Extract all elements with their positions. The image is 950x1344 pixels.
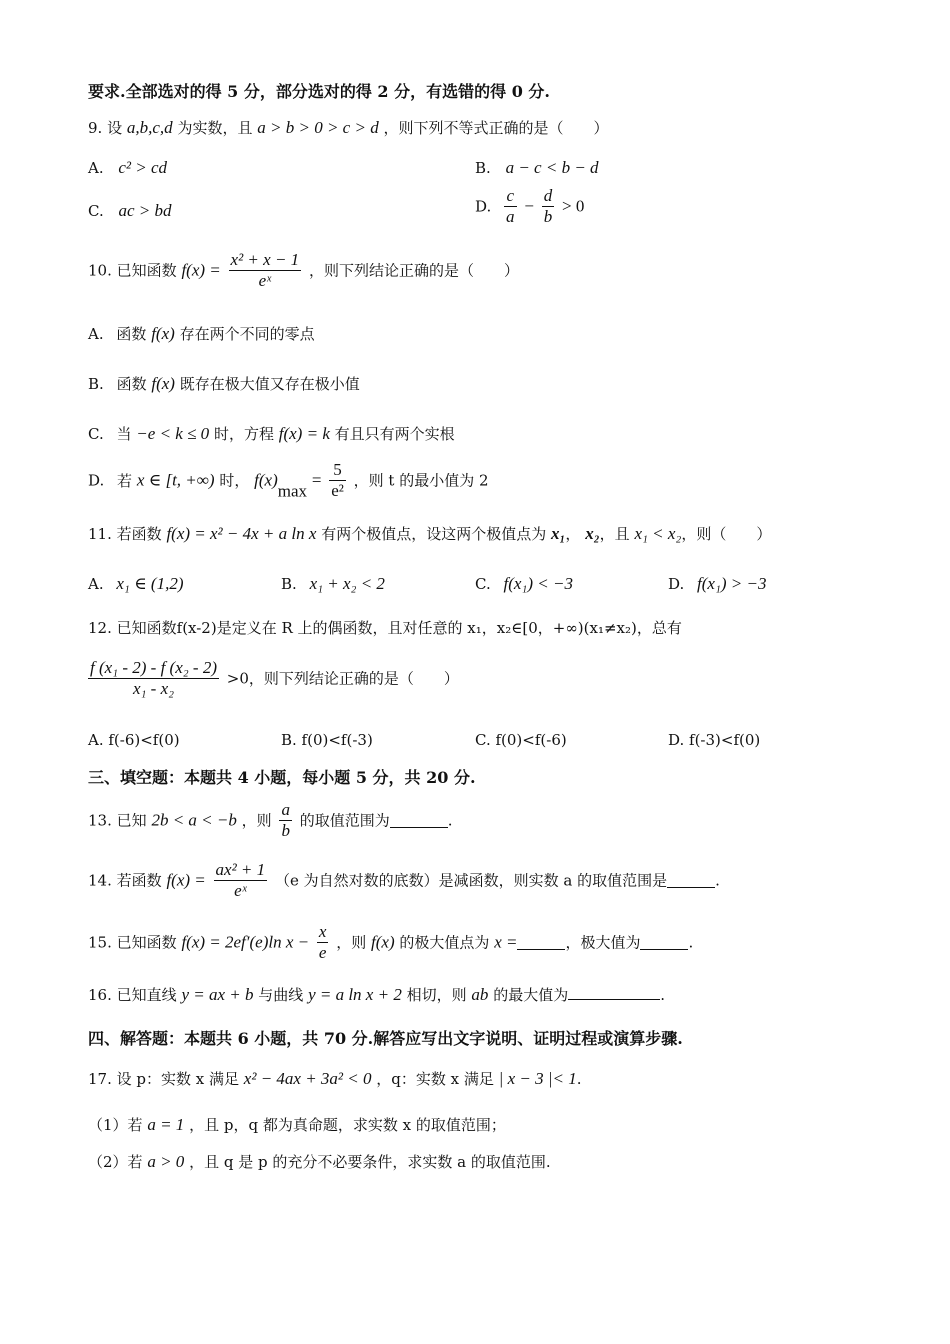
q9-text-b: 为实数，且: [177, 119, 253, 137]
q10-d-eq: =: [311, 470, 322, 490]
q11-function: f(x) = x² − 4x + a ln x: [166, 524, 317, 543]
q14-function: f(x) =: [166, 870, 206, 890]
q11-d-text: f(x₁) > −3: [697, 574, 767, 593]
question-17: [88, 1069, 582, 1089]
q15-mid: ，则: [336, 933, 367, 952]
q9-text-c: ，则下列不等式正确的是（ ）: [383, 119, 609, 137]
q9-a-label: A.: [88, 159, 104, 177]
q14-fraction: [214, 860, 268, 901]
q12-option-c: C. f(0)<f(-6): [475, 731, 567, 749]
q12-line2: [88, 658, 459, 699]
q9-a-text: c² > cd: [118, 158, 168, 177]
q9-d-fraction-1: [504, 186, 517, 227]
q10-frac-den: eˣ: [258, 271, 272, 290]
q13-number: 13.: [88, 811, 112, 830]
question-16: [88, 985, 665, 1005]
q11-number: 11.: [88, 525, 112, 543]
q16-curve: y = a ln x + 2: [308, 985, 402, 1004]
q9-d-tail: > 0: [561, 196, 585, 216]
q11-x2: x₂: [585, 524, 600, 543]
question-9: [88, 118, 609, 138]
q10-b-post: 既存在极大值又存在极小值: [179, 375, 360, 393]
q15-f2: f(x): [371, 932, 395, 952]
q9-d-den2: b: [543, 207, 553, 226]
section-3-heading: 三、填空题：本题共 4 小题，每小题 5 分，共 20 分.: [88, 768, 476, 787]
q10-d-domain: x ∈ [t, +∞): [136, 470, 215, 490]
q16-ab: ab: [471, 985, 489, 1004]
q10-number: 10.: [88, 261, 112, 280]
q9-b-text: a − c < b − d: [505, 158, 599, 177]
q14-end: .: [715, 871, 720, 890]
q10-d-den: e²: [331, 481, 344, 500]
q15-xeq: x =: [494, 932, 518, 952]
q10-b-label: B.: [88, 375, 104, 393]
q17-abs: | x − 3 |< 1: [498, 1069, 577, 1088]
q14-post: （e 为自然对数的底数）是减函数，则实数 a 的取值范围是: [274, 871, 668, 890]
q17-p2-post: ，且 q 是 p 的充分不必要条件，求实数 a 的取值范围.: [189, 1153, 551, 1171]
question-12: [88, 618, 682, 638]
q15-frac-den: e: [318, 943, 327, 962]
q11-cond: x₁ < x₂: [634, 524, 682, 543]
q9-condition: a > b > 0 > c > d: [257, 118, 379, 137]
q16-mid2: 相切，则: [406, 986, 467, 1004]
q17-p1-pre: （1）若: [88, 1116, 143, 1134]
q11-b-text: x₁ + x₂ < 2: [309, 574, 385, 593]
q12-line1: 已知函数f(x-2)是定义在 R 上的偶函数，且对任意的 x₁，x₂∈[0，+∞)(x₁≠x₂)，总有: [116, 619, 682, 637]
q10-c-cond: −e < k ≤ 0: [136, 424, 210, 443]
q10-c-eq: f(x) = k: [278, 424, 330, 443]
q11-option-c: [475, 574, 573, 594]
q11-d-label: D.: [668, 575, 685, 593]
q9-b-label: B.: [475, 159, 491, 177]
q15-pre: 已知函数: [116, 933, 177, 952]
q13-post: 的取值范围为: [299, 811, 390, 830]
q14-frac-num: ax² + 1: [215, 860, 266, 879]
q9-d-minus: −: [524, 196, 534, 216]
q17-number: 17.: [88, 1070, 112, 1088]
q11-option-b: [281, 574, 385, 594]
q15-answer-blank-1[interactable]: [517, 935, 565, 950]
q9-number: 9.: [88, 119, 103, 137]
q12-option-d: D. f(-3)<f(0): [668, 731, 761, 749]
q12-fraction: [88, 658, 219, 699]
q9-d-fraction-2: [542, 186, 555, 227]
q17-part-1: [88, 1115, 506, 1135]
q13-frac-num: a: [281, 800, 290, 819]
q10-c-pre: 当: [116, 425, 132, 443]
q11-pre: 若函数: [116, 525, 162, 543]
question-10: [88, 250, 519, 291]
q12-frac-num: f (x₁ - 2) - f (x₂ - 2): [90, 658, 217, 677]
q9-option-b: [475, 158, 599, 178]
q17-p2-pre: （2）若: [88, 1153, 143, 1171]
q17-ineq: x² − 4ax + 3a² < 0: [243, 1069, 372, 1088]
q11-mid2: ，且: [599, 525, 630, 543]
q9-option-d: [475, 186, 584, 227]
q9-c-text: ac > bd: [118, 201, 172, 220]
q15-end: .: [688, 933, 694, 952]
q10-d-fmax: f(x): [254, 470, 278, 490]
q14-number: 14.: [88, 871, 112, 890]
q15-fraction: [317, 922, 329, 963]
q10-c-mid: 时，方程: [213, 425, 274, 443]
q10-a-post: 存在两个不同的零点: [179, 325, 315, 343]
q9-vars: a,b,c,d: [126, 118, 173, 137]
q10-pre: 已知函数: [116, 261, 177, 280]
q9-d-label: D.: [475, 197, 492, 216]
q16-answer-blank[interactable]: [568, 985, 660, 1000]
q12-number: 12.: [88, 619, 112, 637]
q12-option-a: A. f(-6)<f(0): [88, 731, 180, 749]
q17-mid: ，q：实数 x 满足: [376, 1070, 494, 1088]
q10-fraction: [229, 250, 302, 291]
q10-a-f: f(x): [151, 324, 175, 343]
q17-p1-cond: a = 1: [147, 1115, 185, 1134]
question-14: [88, 860, 720, 901]
q13-frac-den: b: [281, 821, 290, 840]
q10-post: ，则下列结论正确的是（ ）: [308, 261, 519, 280]
q10-option-a: [88, 324, 315, 344]
q12-frac-den: x₁ - x₂: [132, 679, 175, 698]
q9-d-num1: c: [504, 186, 517, 207]
q9-option-c: [88, 201, 172, 221]
q12-post: >0，则下列结论正确的是（ ）: [226, 669, 459, 688]
q11-x1: x₁: [550, 524, 566, 543]
q10-a-pre: 函数: [116, 325, 147, 343]
q10-d-num: 5: [329, 460, 346, 481]
q10-c-post: 有且只有两个实根: [334, 425, 455, 443]
q9-d-den1: a: [506, 207, 515, 226]
q15-answer-blank-2[interactable]: [640, 935, 688, 950]
q10-d-fraction: [329, 460, 346, 501]
q15-number: 15.: [88, 933, 112, 952]
q10-b-pre: 函数: [116, 375, 147, 393]
q13-end: .: [447, 811, 453, 830]
q13-pre: 已知: [116, 811, 147, 830]
q15-mid2: 的极大值点为: [399, 933, 490, 952]
q15-frac-num: x: [318, 922, 327, 941]
q9-d-num2: d: [543, 186, 553, 205]
q17-p2-cond: a > 0: [147, 1152, 185, 1171]
q11-post: ，则（ ）: [681, 525, 772, 543]
q12-option-b: B. f(0)<f(-3): [281, 731, 373, 749]
q14-answer-blank[interactable]: [667, 873, 715, 888]
q16-end: .: [660, 986, 665, 1004]
q17-end: .: [576, 1070, 582, 1088]
q10-c-label: C.: [88, 425, 104, 443]
q16-line: y = ax + b: [181, 985, 254, 1004]
q10-d-sub: max: [277, 481, 308, 501]
q13-fraction: [279, 800, 292, 841]
q13-mid: ，则: [241, 811, 272, 830]
q10-a-label: A.: [88, 325, 104, 343]
q13-cond: 2b < a < −b: [151, 810, 237, 830]
q10-b-f: f(x): [151, 374, 175, 393]
q11-mid: 有两个极值点，设这两个极值点为: [321, 525, 547, 543]
q17-p1-post: ，且 p，q 都为真命题，求实数 x 的取值范围；: [189, 1116, 506, 1134]
q10-option-c: [88, 424, 455, 444]
q11-a-text: x₁ ∈ (1,2): [116, 574, 184, 593]
q16-mid: 与曲线: [258, 986, 304, 1004]
q14-pre: 若函数: [116, 871, 162, 890]
requirement-line: 要求.全部选对的得 5 分，部分选对的得 2 分，有选错的得 0 分.: [88, 82, 550, 101]
q16-number: 16.: [88, 986, 112, 1004]
q9-c-label: C.: [88, 202, 104, 220]
q10-option-b: [88, 374, 360, 394]
section-4-heading: 四、解答题：本题共 6 小题，共 70 分.解答应写出文字说明、证明过程或演算步骤.: [88, 1029, 683, 1048]
q16-post: 的最大值为: [493, 986, 569, 1004]
question-15: [88, 922, 693, 963]
q10-d-mid: 时，: [219, 471, 250, 490]
q13-answer-blank[interactable]: [390, 813, 448, 828]
q14-frac-den: eˣ: [234, 881, 247, 900]
question-11: [88, 524, 771, 544]
q15-function: f(x) = 2ef′(e)ln x −: [181, 932, 310, 952]
q10-d-post: ，则 t 的最小值为 2: [353, 471, 489, 490]
q11-option-d: [668, 574, 767, 594]
q17-part-2: [88, 1152, 551, 1172]
q9-text-a: 设: [107, 119, 123, 137]
q9-option-a: [88, 158, 167, 178]
q10-function: f(x) =: [181, 260, 221, 280]
q10-frac-num: x² + x − 1: [230, 250, 300, 269]
q11-sep: ，: [565, 525, 581, 543]
q10-d-label: D.: [88, 471, 105, 490]
q11-b-label: B.: [281, 575, 297, 593]
q17-pre: 设 p：实数 x 满足: [116, 1070, 240, 1088]
q10-d-pre: 若: [117, 471, 133, 490]
q10-option-d: [88, 460, 489, 502]
q11-c-label: C.: [475, 575, 491, 593]
q11-a-label: A.: [88, 575, 104, 593]
q16-pre: 已知直线: [116, 986, 177, 1004]
q11-option-a: [88, 574, 184, 594]
q11-c-text: f(x₁) < −3: [503, 574, 573, 593]
q15-mid3: ，极大值为: [565, 933, 641, 952]
question-13: [88, 800, 453, 841]
